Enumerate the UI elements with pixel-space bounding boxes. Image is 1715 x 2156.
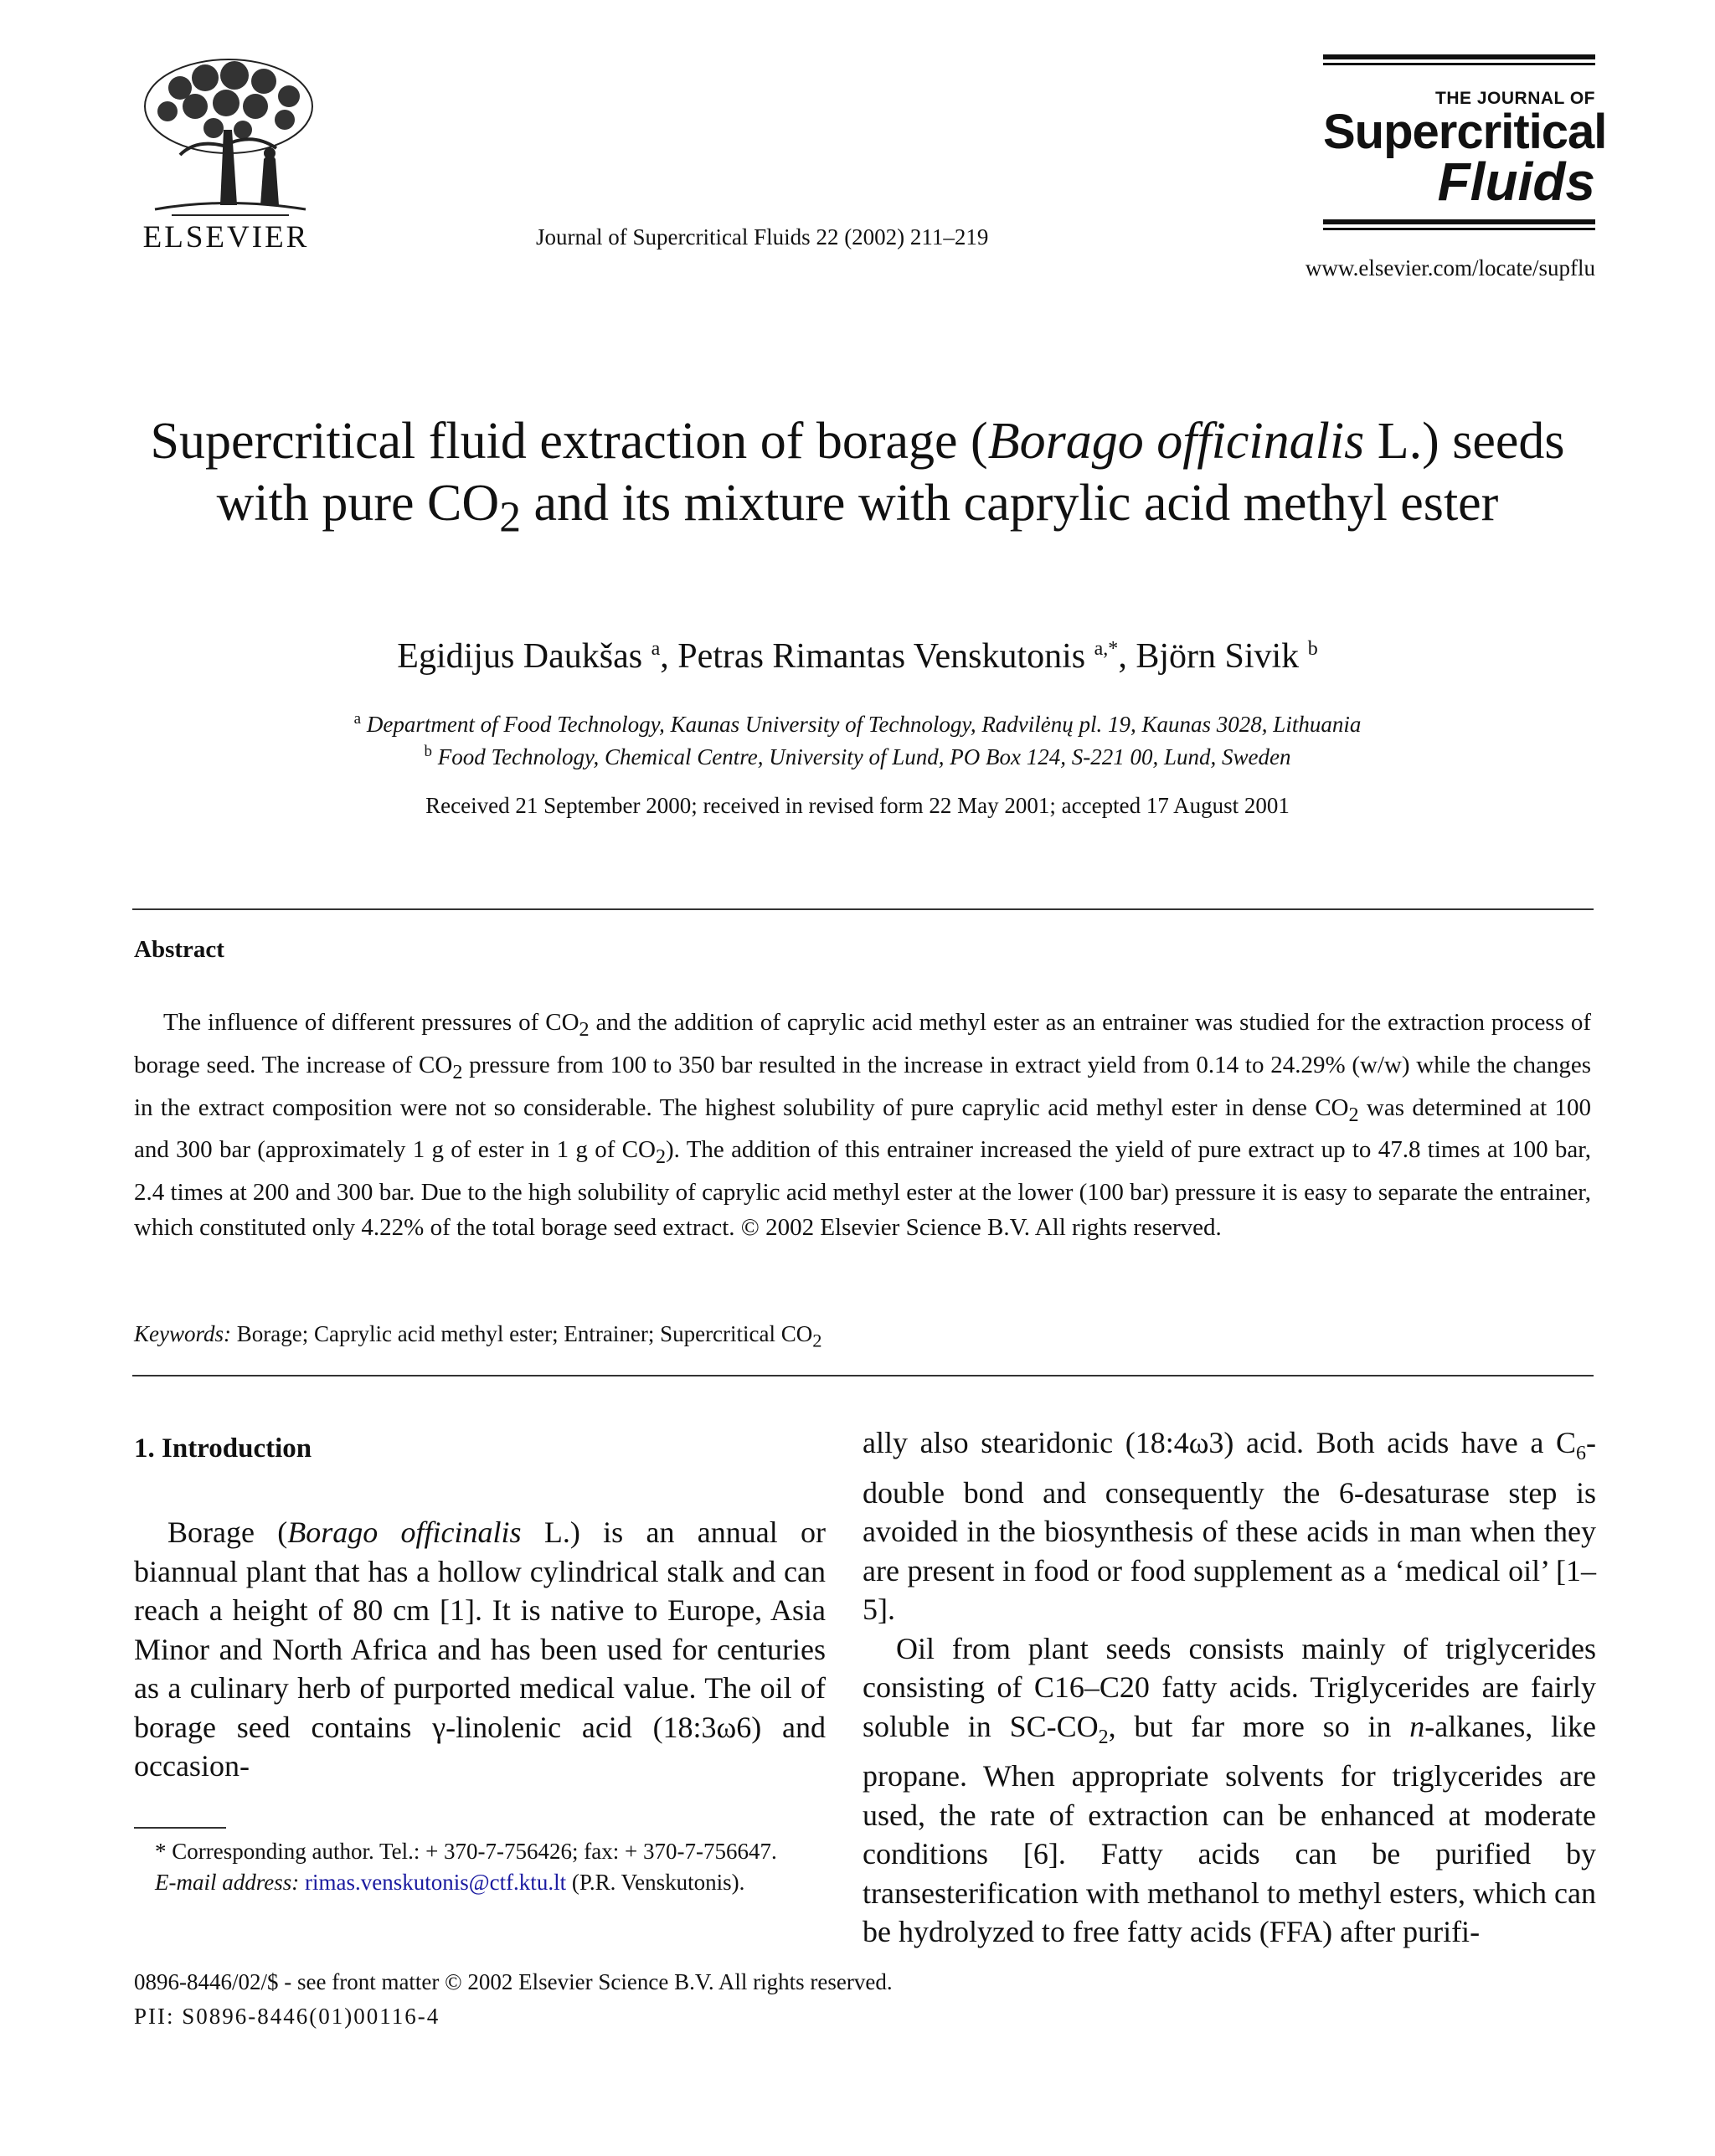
masthead-rule (1323, 219, 1595, 224)
journal-citation: Journal of Supercritical Fluids 22 (2002) 211–219 (536, 224, 989, 250)
intro-paragraph-2: Oil from plant seeds consists mainly of triglycerides consisting of C16–C20 fatty acids. Triglycerides are fairly soluble in $SC-CO_2$, but far more so in n-alkanes, like propane. When appropriate solvents for triglycerides are used, the rate of extraction can be enhanced at moderate conditions [6]. Fatty acids can be purified by transesterification with methanol to methyl esters, which can be hydrolyzed to free fatty acids (FFA) after purifi- (863, 1631, 1597, 1949)
affiliation-b: $^b$ Food Technology, Chemical Centre, University of Lund, PO Box 124, S-221 00, Lund, Sweden (424, 743, 1291, 769)
masthead-rule (1323, 54, 1595, 59)
front-matter-line: 0896-8446/02/$ - see front matter © 2002 Elsevier Science B.V. All rights reserved. (134, 1969, 893, 1994)
corresponding-author-note: * Corresponding author. Tel.: + 370-7-756426; fax: + 370-7-756647. (155, 1839, 777, 1864)
abstract-heading: Abstract (134, 936, 224, 963)
paper-title: Supercritical fluid extraction of borage (Borago officinalis L.) seeds with pure $CO_2$ and its mixture with caprylic acid methyl ester (150, 413, 1565, 542)
email-note: E-mail address: rimas.venskutonis@ctf.ktu.lt (P.R. Venskutonis). (155, 1870, 745, 1895)
intro-paragraph-1-cont: ally also stearidonic (18:4ω3) acid. Both acids have a $C_6$-double bond and consequently the 6-desaturase step is avoided in the biosynthesis of these acids in man when they are present in food or food supplement as a ‘medical oil’ [1–5]. (863, 1426, 1596, 1627)
masthead-rule (1323, 228, 1595, 230)
footnote (134, 1836, 826, 1898)
masthead-title: Supercritical (1323, 105, 1607, 159)
abstract-bottom-rule (132, 1375, 1594, 1376)
abstract-text: The influence of different pressures of $CO_2$ and the addition of caprylic acid methyl ester as an entrainer was studied for the extraction process of borage seed. The increase of $CO_2$ pressure from 100 to 350 bar resulted in the increase in extract yield from 0.14 to 24.29% (w/w) while the changes in the extract composition were not so considerable. The highest solubility of pure caprylic acid methyl ester in dense $CO_2$ was determined at 100 and 300 bar (approximately 1 g of ester in 1 g of $CO_2$). The addition of this entrainer increased the yield of pure extract up to 47.8 times at 100 bar, 2.4 times at 200 and 300 bar. Due to the high solubility of caprylic acid methyl ester at the lower (100 bar) pressure it is easy to separate the entrainer, which constituted only 4.22% of the total borage seed extract. © 2002 Elsevier Science B.V. All rights reserved. (134, 1009, 1592, 1242)
journal-masthead (1323, 54, 1607, 255)
masthead-rule (1323, 63, 1595, 65)
footnote-rule (134, 1827, 226, 1829)
journal-url[interactable]: www.elsevier.com/locate/supflu (1305, 255, 1595, 280)
author-name: Petras Rimantas Venskutonis (677, 637, 1086, 676)
author-name: Björn Sivik (1136, 637, 1300, 676)
section-heading: 1. Introduction (134, 1433, 312, 1464)
keywords: Keywords: Borage; Caprylic acid methyl ester; Entrainer; Supercritical $CO_2$ (134, 1321, 822, 1351)
abstract-top-rule (132, 908, 1594, 910)
author-list: Egidijus Daukšas $^a$, Petras Rimantas Venskutonis $^{a,*}$, Björn Sivik $^b$ (397, 637, 1318, 676)
affiliation-a: $^a$ Department of Food Technology, Kaunas University of Technology, Radvilėnų pl. 19, Kaunas 3028, Lithuania (353, 710, 1362, 737)
publisher-name: ELSEVIER (142, 220, 310, 255)
received-dates: Received 21 September 2000; received in revised form 22 May 2001; accepted 17 August 2001 (425, 793, 1290, 818)
author-name: Egidijus Daukšas (397, 637, 643, 676)
masthead-fluids: Fluids (1437, 152, 1595, 212)
left-column (134, 1423, 826, 1786)
email-link[interactable]: rimas.venskutonis@ctf.ktu.lt (304, 1870, 567, 1895)
pii-line: PII: S0896-8446(01)00116-4 (134, 2004, 440, 2029)
masthead-small-text: THE JOURNAL OF (1435, 89, 1595, 108)
intro-paragraph-1: Borage (Borago officinalis L.) is an annual or biannual plant that has a hollow cylindrical stalk and can reach a height of 80 cm [1]. It is native to Europe, Asia Minor and North Africa and has been used for centuries as a culinary herb of purported medical value. The oil of borage seed contains γ-linolenic acid (18:3ω6) and occasion- (134, 1515, 826, 1783)
right-column (863, 1423, 1596, 1952)
